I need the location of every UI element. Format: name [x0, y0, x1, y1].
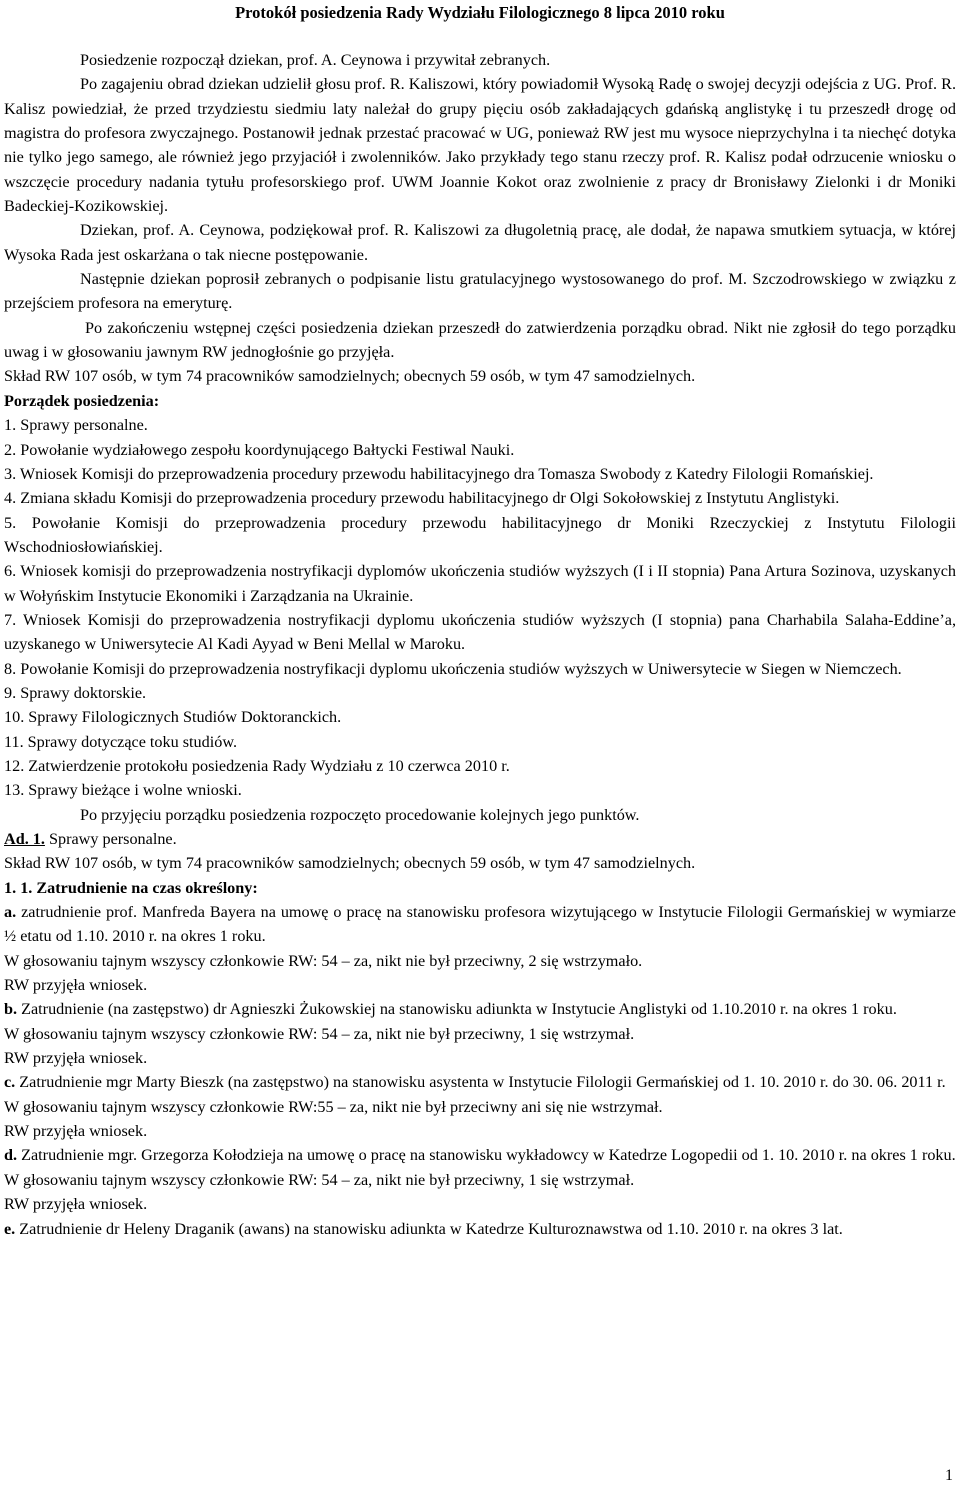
agenda-item: 8. Powołanie Komisji do przeprowadzenia nostryfikacji dyplomu ukończenia studiów wyższych w Uniwersytecie w Siegen w Niemczech. — [4, 659, 902, 678]
agenda-item: 10. Sprawy Filologicznych Studiów Doktoranckich. — [4, 708, 342, 727]
vote-result: W głosowaniu tajnym wszyscy członkowie RW: 54 – za, nikt nie był przeciwny, 2 się wstrzymało. — [4, 951, 643, 970]
item-label: c. — [4, 1073, 16, 1092]
ad1-heading — [4, 827, 956, 851]
item-text: zatrudnienie prof. Manfreda Bayera na umowę o pracę na stanowisku profesora wizytującego w Instytucie Filologii Germańskiej w wymiarze ½ etatu od 1.10. 2010 r. na okres 1 roku. — [4, 903, 956, 946]
dean-response-paragraph: Dziekan, prof. A. Ceynowa, podziękował prof. R. Kaliszowi za długoletnią pracę, ale dodał, że napawa smutkiem sytuacja, w której Wysoka Rada jest oskarżana o tak niecne postępowanie. — [4, 221, 956, 264]
agenda-after-paragraph: Po przyjęciu porządku posiedzenia rozpoczęto procedowanie kolejnych jego punktów. — [80, 805, 640, 824]
opening-paragraph: Posiedzenie rozpoczął dziekan, prof. A. Ceynowa i przywitał zebranych. — [80, 51, 551, 69]
employment-item-d — [4, 1143, 956, 1167]
title-spacer — [4, 25, 956, 48]
page-number: 1 — [945, 1467, 953, 1484]
decision: RW przyjęła wniosek. — [4, 976, 148, 995]
item-text: Zatrudnienie mgr Marty Bieszk (na zastępstwo) na stanowisku asystenta w Instytucie Filologii Germańskiej od 1. 10. 2010 r. do 30. 06. 2011 r. — [15, 1073, 946, 1092]
kalisz-paragraph: Po zagajeniu obrad dziekan udzielił głosu prof. R. Kaliszowi, który powiadomił Wysoką Radę o swojej decyzji odejścia z UG. Prof. R. Kalisz powiedział, że przed trzydziestu siedmiu laty należał do grupy pięciu osób zakładających gdańską anglistykę i tu przeszedł drogę od magistra do profesora zwyczajnego. Postanowił jednak przestać pracować w UG, ponieważ RW jest mu wysoce nieprzychylna i ta niechęć dotyka nie tylko jego samego, ale również jego przyjaciół i zwolenników. Jako przykłady tego stanu rzeczy prof. R. Kalisz podał odrzucenie wniosku o wszczęcie procedury nadania tytułu profesorskiego prof. UWM Joannie Kokot oraz zwolnienie z pracy dr Bronisławy Zielonki i dr Moniki Badeckiej-Kozikowskiej. — [4, 75, 956, 216]
agenda-item: 12. Zatwierdzenie protokołu posiedzenia Rady Wydziału z 10 czerwca 2010 r. — [4, 756, 510, 775]
decision: RW przyjęła wniosek. — [4, 1049, 148, 1068]
item-label: e. — [4, 1219, 16, 1238]
item-text: Zatrudnienie mgr. Grzegorza Kołodzieja na umowę o pracę na stanowisku wykładowcy w Katedrze Logopedii od 1. 10. 2010 r. na okres 1 roku. — [17, 1146, 956, 1165]
vote-result: W głosowaniu tajnym wszyscy członkowie RW:55 – za, nikt nie był przeciwny ani się nie wstrzymał. — [4, 1097, 663, 1116]
agenda-item: 7. Wniosek Komisji do przeprowadzenia nostryfikacji dyplomu ukończenia studiów wyższych (I stopnia) pana Charhabila Salaha-Eddine’a, uzyskanego w Uniwersytecie Al Kadi Ayyad w Beni Mellal w Maroku. — [4, 610, 956, 654]
council-composition: Skład RW 107 osób, w tym 74 pracowników samodzielnych; obecnych 59 osób, w tym 47 samodzielnych. — [4, 367, 696, 386]
decision: RW przyjęła wniosek. — [4, 1195, 148, 1214]
decision: RW przyjęła wniosek. — [4, 1122, 148, 1141]
item-text: Zatrudnienie (na zastępstwo) dr Agnieszki Żukowskiej na stanowisku adiunkta w Instytucie Anglistyki od 1.10.2010 r. na okres 1 roku. — [17, 1000, 897, 1019]
agenda-item: 2. Powołanie wydziałowego zespołu koordynującego Bałtycki Festiwal Nauki. — [4, 440, 515, 459]
document-title: Protokół posiedzenia Rady Wydziału Filologicznego 8 lipca 2010 roku — [235, 3, 725, 22]
employment-item-e — [4, 1217, 956, 1241]
item-label: b. — [4, 1000, 18, 1019]
ad1-subheading: 1. 1. Zatrudnienie na czas określony: — [4, 878, 258, 897]
agenda-item: 6. Wniosek komisji do przeprowadzenia nostryfikacji dyplomów ukończenia studiów wyższych (I i II stopnia) Pana Artura Sozinova, uzyskanych w Wołyńskim Instytucie Ekonomiki i Zarządzania na Ukrainie. — [4, 562, 956, 605]
item-text: Zatrudnienie dr Heleny Draganik (awans) na stanowisku adiunkta w Katedrze Kulturoznawstwa od 1.10. 2010 r. na okres 3 lat. — [15, 1219, 843, 1238]
ad1-label: Ad. 1. — [4, 830, 45, 848]
agenda-approval-paragraph: Po zakończeniu wstępnej części posiedzenia dziekan przeszedł do zatwierdzenia porządku obrad. Nikt nie zgłosił do tego porządku uwag i w głosowaniu jawnym RW jednogłośnie go przyjęła. — [4, 318, 956, 362]
item-label: d. — [4, 1146, 18, 1165]
agenda-item: 13. Sprawy bieżące i wolne wnioski. — [4, 781, 242, 800]
item-label: a. — [4, 903, 17, 922]
agenda-heading: Porządek posiedzenia: — [4, 391, 160, 410]
ad1-composition: Skład RW 107 osób, w tym 74 pracowników samodzielnych; obecnych 59 osób, w tym 47 samodzielnych. — [4, 854, 696, 873]
vote-result: W głosowaniu tajnym wszyscy członkowie RW: 54 – za, nikt nie był przeciwny, 1 się wstrzymał. — [4, 1170, 635, 1189]
employment-item-b — [4, 997, 956, 1021]
agenda-item: 9. Sprawy doktorskie. — [4, 683, 147, 702]
agenda-item: 3. Wniosek Komisji do przeprowadzenia procedury przewodu habilitacyjnego dra Tomasza Swobody z Katedry Filologii Romańskiej. — [4, 464, 874, 483]
congratulation-paragraph: Następnie dziekan poprosił zebranych o podpisanie listu gratulacyjnego wystosowanego do prof. M. Szczodrowskiego w związku z przejściem profesora na emeryturę. — [4, 270, 956, 313]
employment-item-c — [4, 1070, 956, 1094]
agenda-item: 5. Powołanie Komisji do przeprowadzenia procedury przewodu habilitacyjnego dr Moniki Rzeczyckiej z Instytutu Filologii Wschodniosłowiańskiej. — [4, 513, 956, 556]
ad1-title: Sprawy personalne. — [44, 830, 177, 848]
agenda-item: 1. Sprawy personalne. — [4, 416, 148, 435]
agenda-item: 4. Zmiana składu Komisji do przeprowadzenia procedury przewodu habilitacyjnego dr Olgi Sokołowskiej z Instytutu Anglistyki. — [4, 489, 840, 508]
employment-item-a — [4, 900, 956, 949]
vote-result: W głosowaniu tajnym wszyscy członkowie RW: 54 – za, nikt nie był przeciwny, 1 się wstrzymał. — [4, 1024, 635, 1043]
agenda-item: 11. Sprawy dotyczące toku studiów. — [4, 732, 238, 751]
